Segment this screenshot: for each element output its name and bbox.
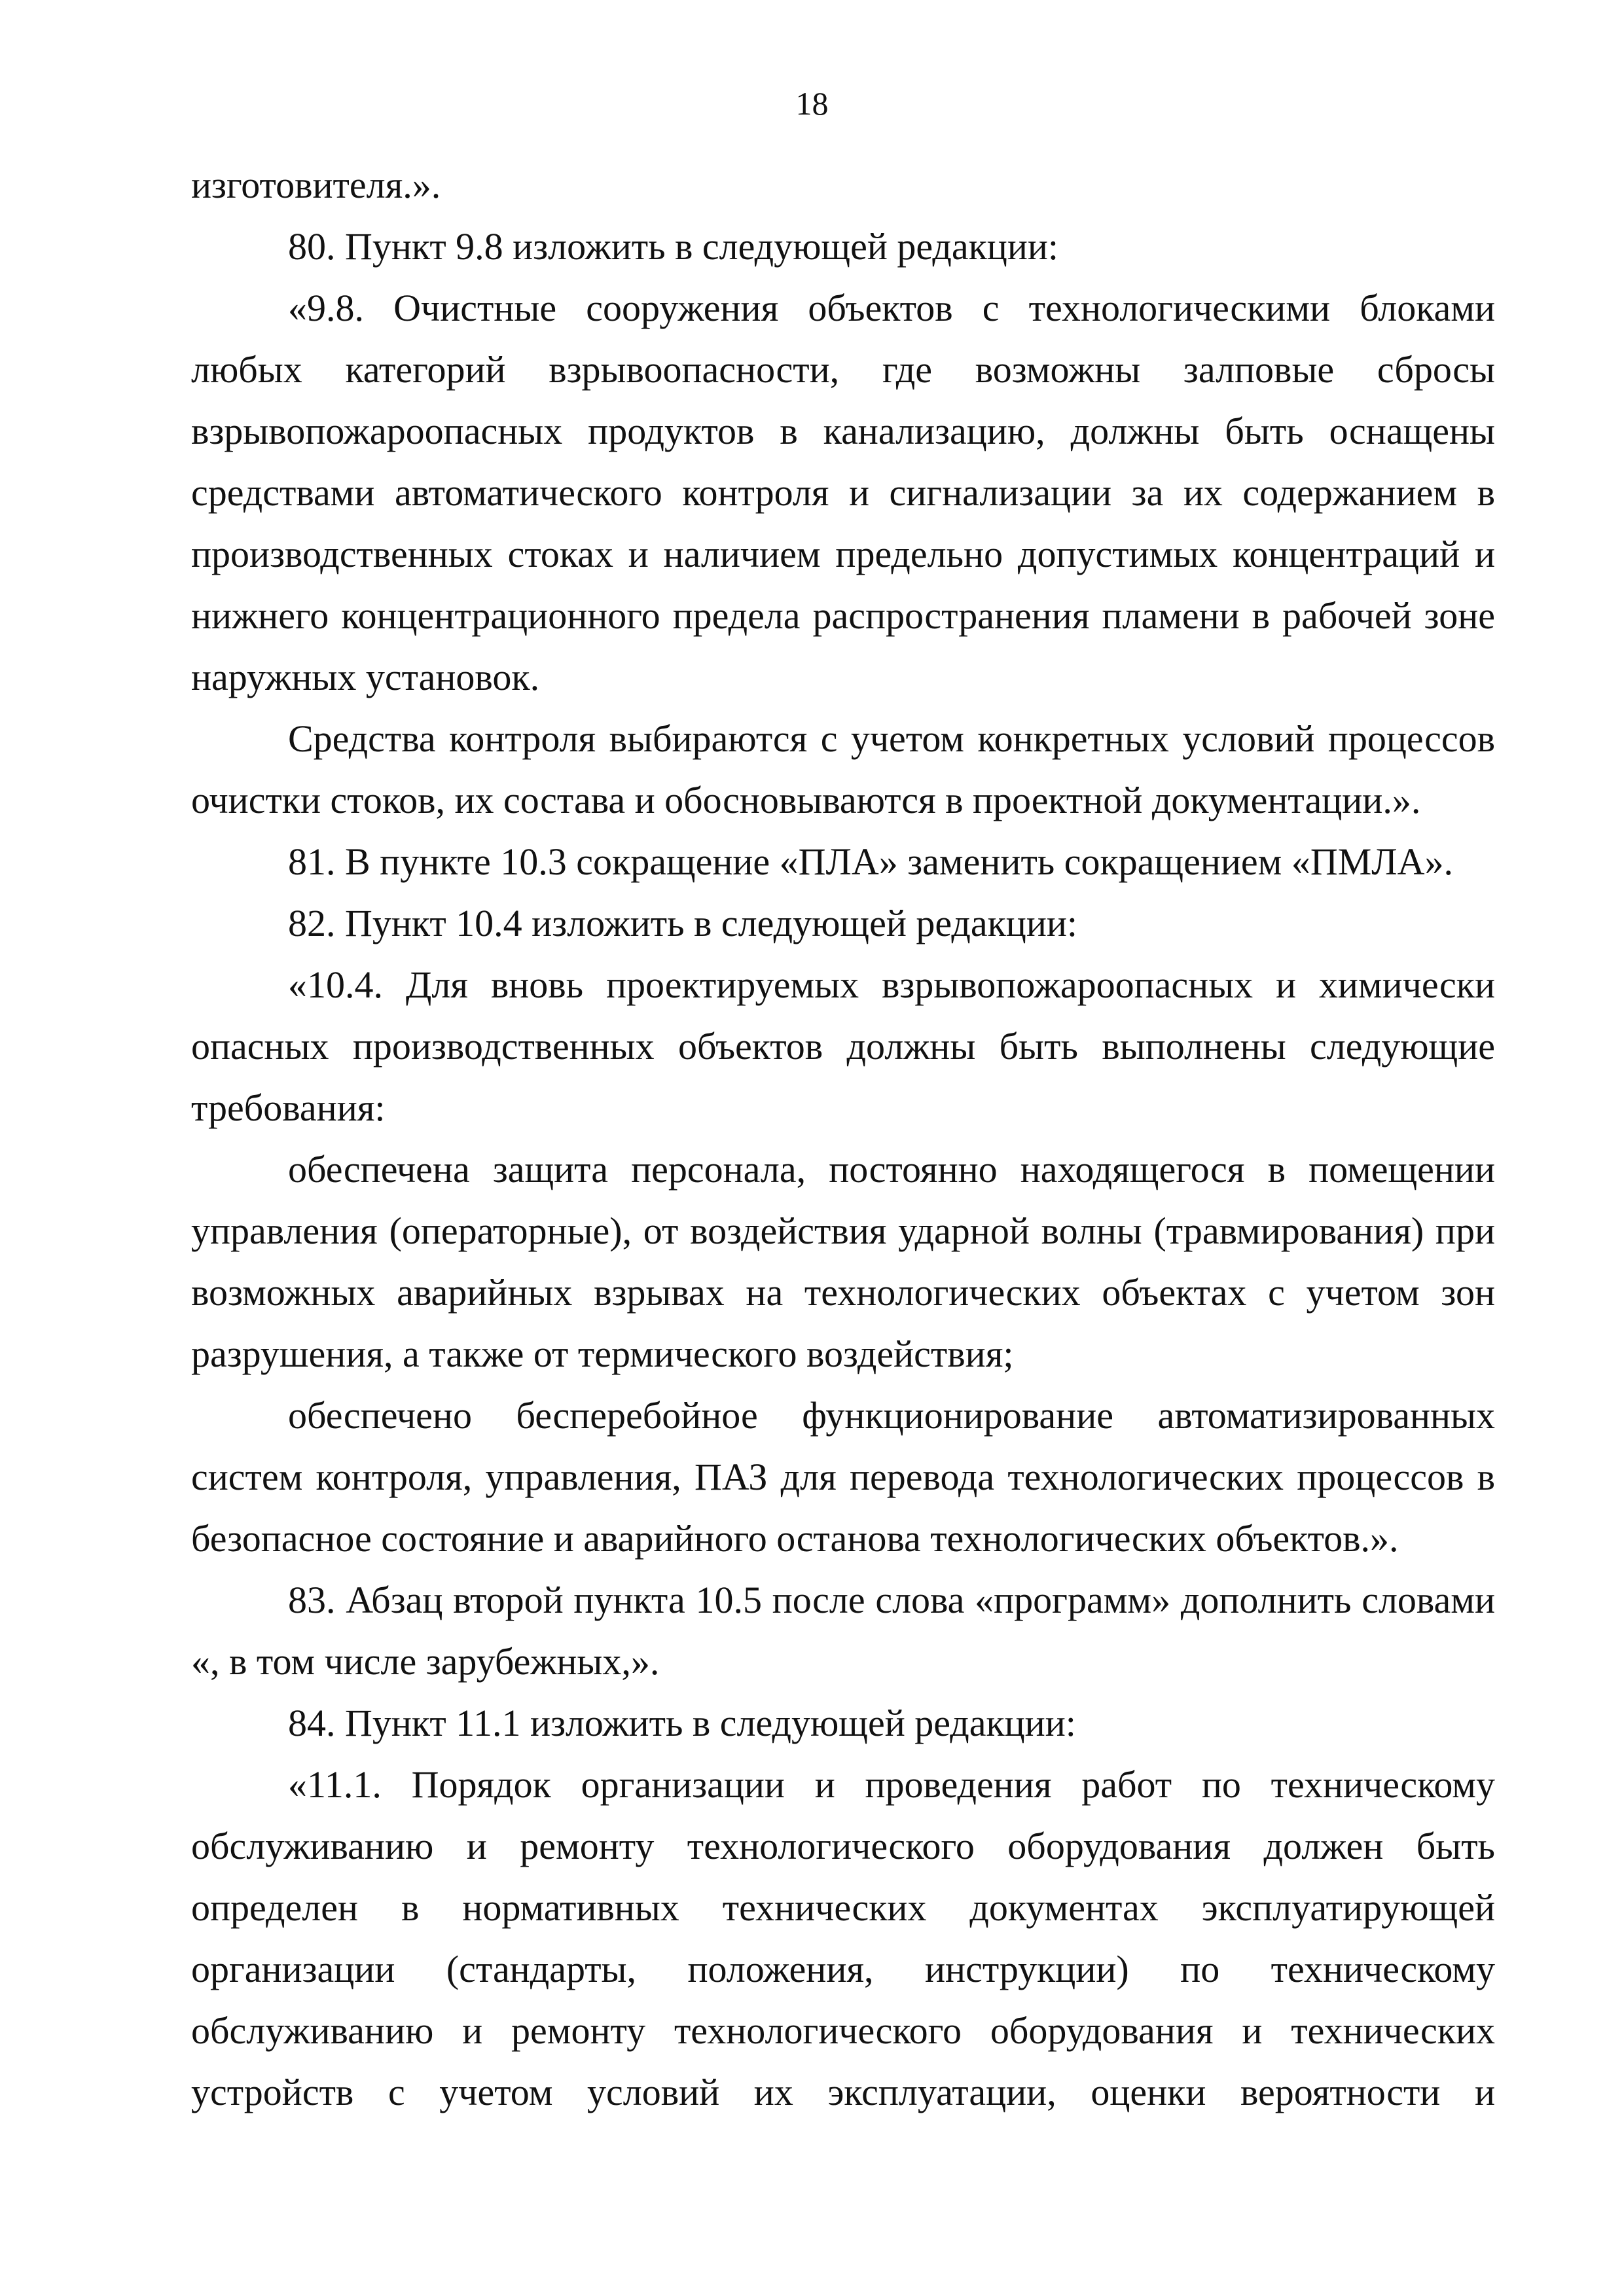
paragraph-item-84 <box>191 1693 1495 1754</box>
text-line: организации (стандарты, положения, инструкции) по техническому <box>191 1948 1495 1990</box>
text-line: 81. В пункте 10.3 сокращение «ПЛА» заменить сокращением «ПМЛА». <box>288 840 1454 883</box>
paragraph-item-83 <box>191 1570 1495 1693</box>
text-line: 83. Абзац второй пункта 10.5 после слова «программ» дополнить словами <box>288 1579 1495 1621</box>
text-line: наружных установок. <box>191 656 540 698</box>
paragraph-control-means <box>191 708 1495 831</box>
text-line: 80. Пункт 9.8 изложить в следующей редакции: <box>288 225 1059 268</box>
document-body <box>191 154 1495 2123</box>
text-line: 84. Пункт 11.1 изложить в следующей редакции: <box>288 1702 1076 1744</box>
paragraph-personnel-protection <box>191 1139 1495 1385</box>
text-line: «11.1. Порядок организации и проведения работ по техническому <box>288 1763 1495 1806</box>
text-line: управления (операторные), от воздействия ударной волны (травмирования) при <box>191 1210 1495 1252</box>
text-line: систем контроля, управления, ПАЗ для перевода технологических процессов в <box>191 1456 1495 1498</box>
paragraph-item-81 <box>191 831 1495 893</box>
paragraph-11-1 <box>191 1754 1495 2123</box>
text-line: «9.8. Очистные сооружения объектов с технологическими блоками <box>288 287 1495 329</box>
text-line: обеспечена защита персонала, постоянно находящегося в помещении <box>288 1148 1495 1191</box>
text-line: обслуживанию и ремонту технологического оборудования и технических <box>191 2009 1495 2052</box>
text-line: любых категорий взрывоопасности, где возможны залповые сбросы <box>191 348 1495 391</box>
paragraph-item-82 <box>191 893 1495 954</box>
text-line: возможных аварийных взрывах на технологических объектах с учетом зон <box>191 1271 1495 1314</box>
text-line: производственных стоках и наличием предельно допустимых концентраций и <box>191 533 1495 575</box>
paragraph-item-80 <box>191 216 1495 278</box>
text-line: обеспечено бесперебойное функционирование автоматизированных <box>288 1394 1495 1437</box>
page-number: 18 <box>795 85 829 122</box>
paragraph-continuation <box>191 154 1495 216</box>
text-line: взрывопожароопасных продуктов в канализацию, должны быть оснащены <box>191 410 1495 452</box>
text-line: нижнего концентрационного предела распространения пламени в рабочей зоне <box>191 594 1495 637</box>
text-line: требования: <box>191 1086 386 1129</box>
paragraph-9-8 <box>191 278 1495 708</box>
text-line: изготовителя.». <box>191 164 441 206</box>
text-line: очистки стоков, их состава и обосновываются в проектной документации.». <box>191 779 1421 821</box>
paragraph-uninterrupted-operation <box>191 1385 1495 1570</box>
text-line: определен в нормативных технических документах эксплуатирующей <box>191 1886 1495 1929</box>
text-line: разрушения, а также от термического воздействия; <box>191 1333 1014 1375</box>
text-line: Средства контроля выбираются с учетом конкретных условий процессов <box>288 717 1495 760</box>
text-line: 82. Пункт 10.4 изложить в следующей редакции: <box>288 902 1078 944</box>
text-line: средствами автоматического контроля и сигнализации за их содержанием в <box>191 471 1495 514</box>
text-line: устройств с учетом условий их эксплуатации, оценки вероятности и <box>191 2071 1495 2113</box>
text-line: опасных производственных объектов должны быть выполнены следующие <box>191 1025 1495 1067</box>
text-line: обслуживанию и ремонту технологического оборудования должен быть <box>191 1825 1495 1867</box>
text-line: «, в том числе зарубежных,». <box>191 1640 660 1683</box>
paragraph-10-4 <box>191 954 1495 1139</box>
text-line: «10.4. Для вновь проектируемых взрывопожароопасных и химически <box>288 963 1495 1006</box>
text-line: безопасное состояние и аварийного останова технологических объектов.». <box>191 1517 1399 1560</box>
